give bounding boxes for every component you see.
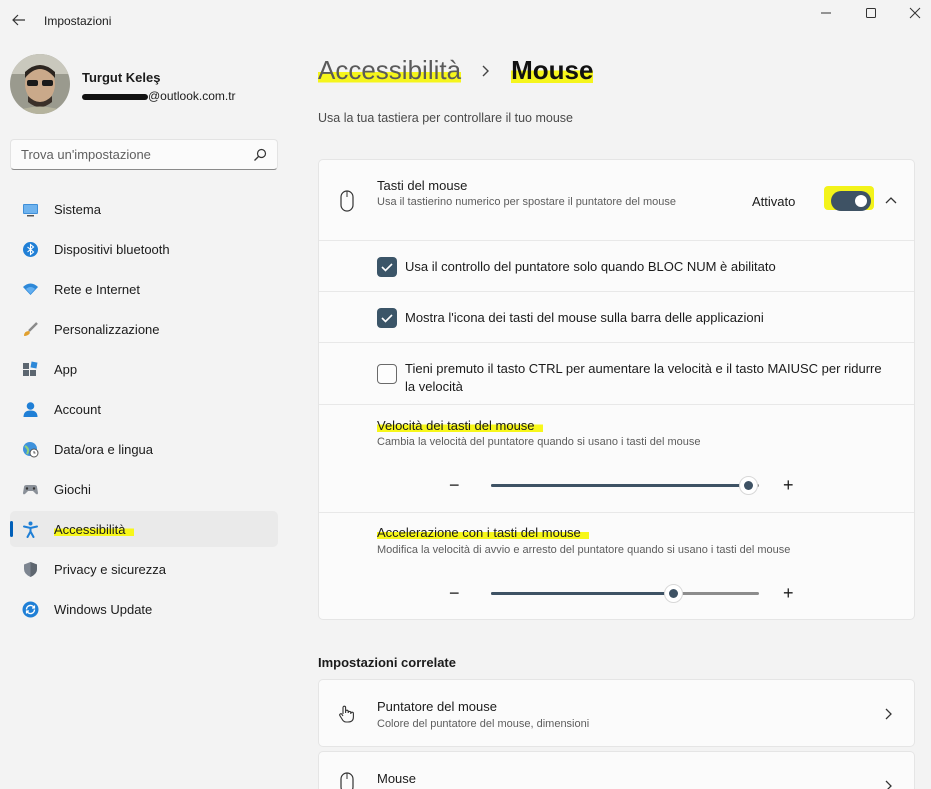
sidebar-item-label: Accessibilità [54,522,134,537]
checkmark-icon [377,308,397,328]
mouse-keys-toggle[interactable] [831,191,871,211]
sidebar-item-label: Giochi [54,482,91,497]
speed-slider[interactable] [491,475,759,495]
option-label: Mostra l'icona dei tasti del mouse sulla barra delle applicazioni [405,310,764,325]
checkbox-ctrl-shift[interactable] [377,364,397,384]
sidebar-item-personalizzazione[interactable] [10,311,278,347]
sidebar-item-bluetooth[interactable] [10,231,278,267]
mouse-icon [339,190,355,212]
user-name: Turgut Keleş [82,70,161,85]
chevron-right-icon [479,64,493,78]
wifi-icon [22,281,39,298]
back-arrow-icon[interactable] [10,11,28,29]
sidebar-item-label: Data/ora e lingua [54,442,154,457]
sidebar-item-label: Windows Update [54,602,153,617]
sidebar-item-giochi[interactable] [10,471,278,507]
speed-title [377,418,543,433]
checkmark-icon [377,257,397,277]
checkbox-taskbar-icon[interactable] [377,308,397,328]
title-bar [0,0,931,40]
mouse-icon [339,772,355,789]
speed-setting [319,404,914,512]
acceleration-decrease-button[interactable]: − [449,583,460,603]
slider-thumb[interactable] [739,476,758,495]
slider-thumb[interactable] [664,584,683,603]
speed-decrease-button[interactable]: − [449,475,460,495]
avatar[interactable] [10,54,70,114]
sidebar-item-app[interactable] [10,351,278,387]
user-email [82,89,236,103]
acceleration-increase-button[interactable]: + [783,583,794,603]
acceleration-title [377,525,589,540]
related-item-description: Colore del puntatore del mouse, dimensioni [377,718,590,730]
accessibility-icon [22,521,39,538]
acceleration-description: Modifica la velocità di avvio e arresto del puntatore quando si usano i tasti del mouse [377,544,791,556]
sidebar-item-sistema[interactable] [10,191,278,227]
search-input[interactable] [11,140,241,169]
breadcrumb [318,55,593,86]
sidebar-item-account[interactable] [10,391,278,427]
email-redaction [82,94,148,100]
sidebar-item-label: Dispositivi bluetooth [54,242,170,257]
sidebar-item-label: App [54,362,78,377]
mouse-keys-state: Attivato [752,194,796,209]
app-title: Impostazioni [44,14,112,28]
page-subtitle: Usa la tua tastiera per controllare il tuo mouse [318,111,573,125]
option-row-taskbar-icon[interactable] [319,291,914,342]
speed-increase-button[interactable]: + [783,475,794,495]
related-item-pointer[interactable] [318,679,915,747]
slider-fill [491,484,748,487]
related-item-mouse[interactable] [318,751,915,789]
apps-icon [22,361,39,378]
chevron-right-icon [882,708,894,720]
checkbox-bloc-num[interactable] [377,257,397,277]
bluetooth-icon [22,241,39,258]
mouse-keys-card [318,159,915,620]
chevron-up-icon[interactable] [885,196,897,206]
speed-description: Cambia la velocità del puntatore quando si usano i tasti del mouse [377,436,701,448]
mouse-keys-header[interactable] [319,160,914,240]
brush-icon [22,321,39,338]
mouse-keys-description: Usa il tastierino numerico per spostare il puntatore del mouse [377,196,676,208]
minimize-icon[interactable] [816,6,836,20]
breadcrumb-parent[interactable]: Accessibilità [318,55,462,85]
sidebar-item-data-ora[interactable] [10,431,278,467]
sidebar-item-label: Personalizzazione [54,322,160,337]
user-email-domain: @outlook.com.tr [148,89,236,103]
sidebar-item-label: Sistema [54,202,101,217]
sidebar-item-label: Privacy e sicurezza [54,562,166,577]
globe-clock-icon [22,441,39,458]
mouse-keys-title: Tasti del mouse [377,178,468,193]
maximize-icon[interactable] [861,6,881,20]
close-icon[interactable] [905,6,925,20]
person-icon [22,401,39,418]
option-label: Usa il controllo del puntatore solo quando BLOC NUM è abilitato [405,259,776,274]
acceleration-title-text: Accelerazione con i tasti del mouse [377,525,589,540]
chevron-right-icon [882,780,894,789]
option-row-bloc-num[interactable] [319,240,914,291]
sidebar-item-privacy[interactable] [10,551,278,587]
page-title: Mouse [511,55,594,85]
related-item-title: Mouse [377,771,417,786]
search-box[interactable] [10,139,278,170]
sidebar-item-windows-update[interactable] [10,591,278,627]
gamepad-icon [22,481,39,498]
monitor-icon [22,201,39,218]
acceleration-setting [319,512,914,619]
sidebar-item-accessibilita[interactable] [10,511,278,547]
speed-title-text: Velocità dei tasti del mouse [377,418,543,433]
search-icon[interactable] [253,148,267,162]
sidebar-nav [10,191,278,631]
sidebar-item-label: Account [54,402,101,417]
related-item-title: Puntatore del mouse [377,699,497,714]
sidebar-item-label: Rete e Internet [54,282,140,297]
option-row-ctrl-shift[interactable] [319,342,914,404]
hand-pointer-icon [337,704,357,724]
sidebar-item-rete[interactable] [10,271,278,307]
avatar-image [10,54,70,114]
related-settings-title: Impostazioni correlate [318,655,456,670]
active-indicator [10,521,13,537]
shield-icon [22,561,39,578]
acceleration-slider[interactable] [491,583,759,603]
option-label: Tieni premuto il tasto CTRL per aumentare la velocità e il tasto MAIUSC per ridurre la velocità [405,361,882,394]
slider-fill [491,592,673,595]
update-icon [22,601,39,618]
